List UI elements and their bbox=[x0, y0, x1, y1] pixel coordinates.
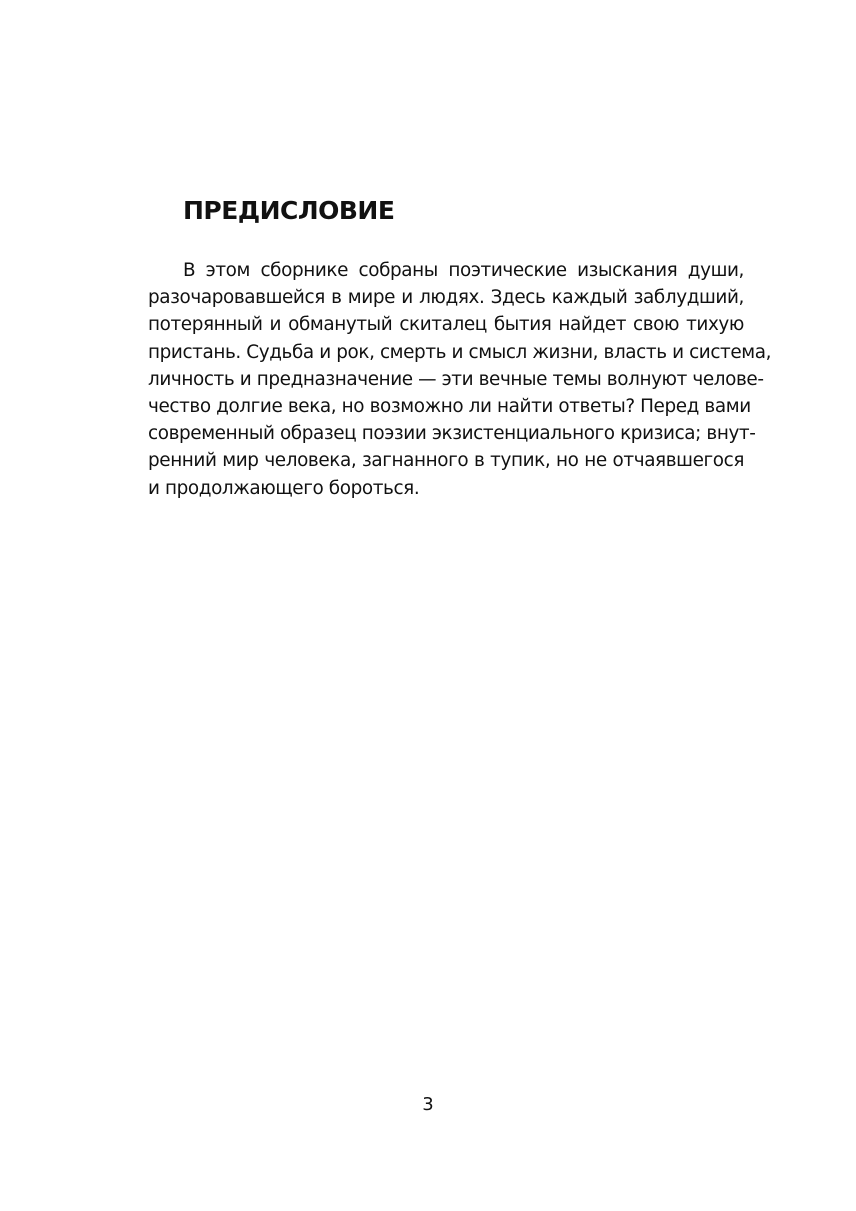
paragraph-line: пристань. Судьба и рок, смерть и смысл жизни, власть и система, bbox=[148, 341, 772, 363]
paragraph-line: личность и предназначение — эти вечные темы волнуют челове- bbox=[148, 368, 764, 390]
page-number: 3 bbox=[422, 1094, 434, 1115]
paragraph-line: ренний мир человека, загнанного в тупик, но не отчаявшегося bbox=[148, 450, 744, 472]
paragraph-line: и продолжающего бороться. bbox=[148, 477, 420, 499]
paragraph-line: потерянный и обманутый скиталец бытия найдет свою тихую bbox=[148, 314, 744, 336]
page-heading: ПРЕДИСЛОВИЕ bbox=[183, 196, 395, 225]
preface-paragraph bbox=[148, 257, 772, 502]
paragraph-line: разочаровавшейся в мире и людях. Здесь каждый заблудший, bbox=[148, 287, 744, 309]
paragraph-line: чество долгие века, но возможно ли найти ответы? Перед вами bbox=[148, 395, 751, 417]
paragraph-line: В этом сборнике собраны поэтические изыскания души, bbox=[183, 260, 744, 281]
paragraph-line: современный образец поэзии экзистенциального кризиса; внут- bbox=[148, 423, 756, 445]
